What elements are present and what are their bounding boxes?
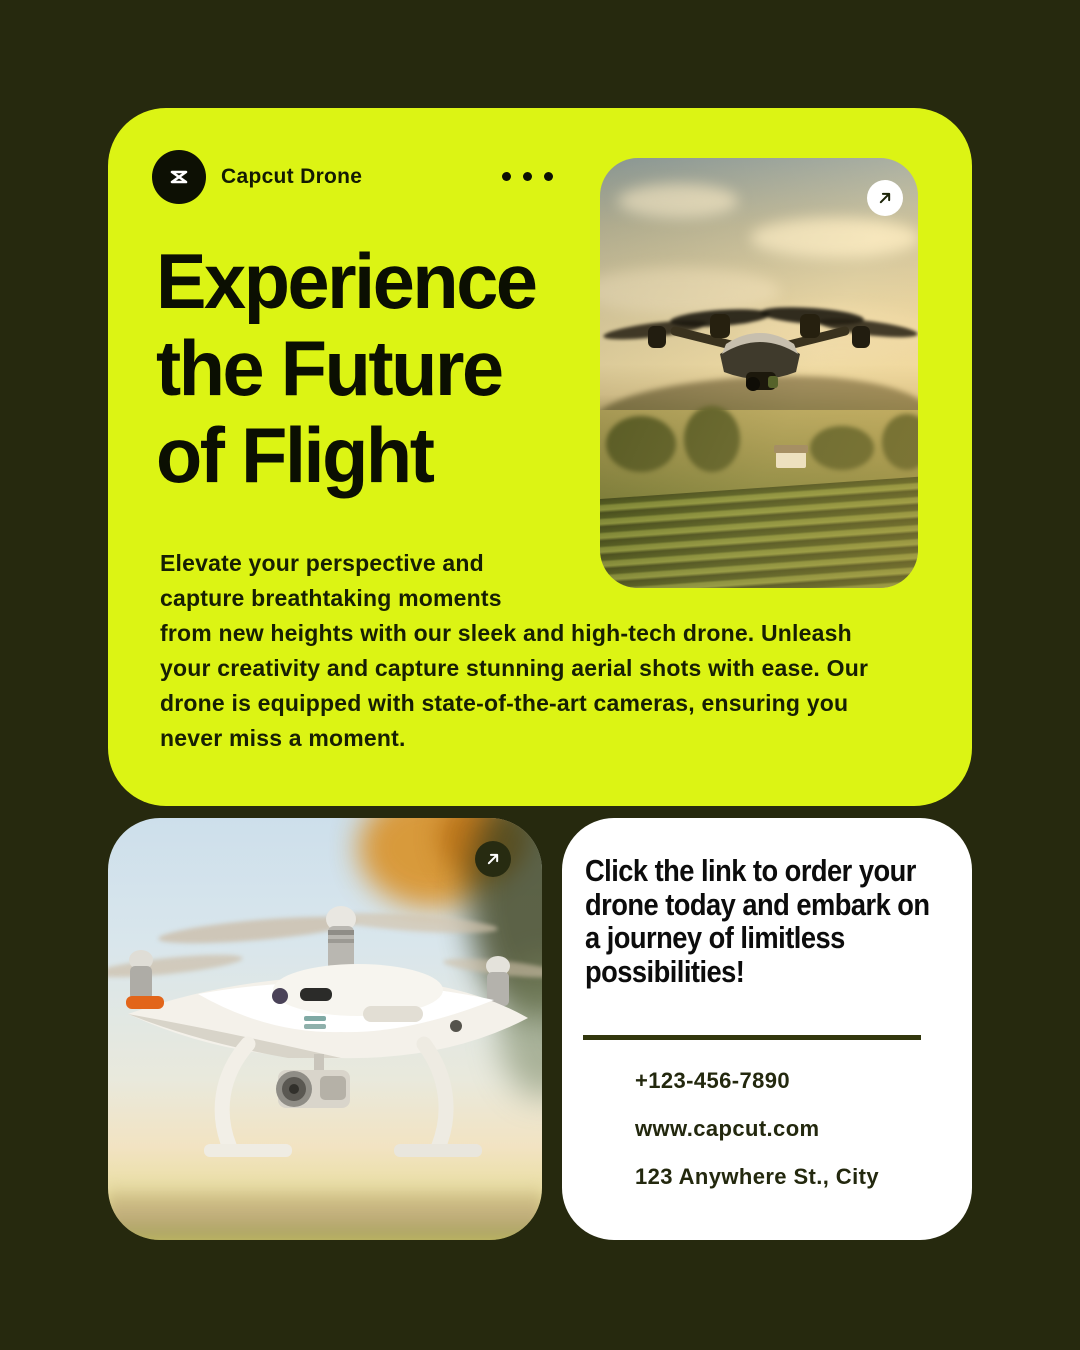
hero-heading-line: of Flight (156, 411, 433, 499)
hero-body-line: drone is equipped with state-of-the-art cameras, ensuring you (160, 690, 849, 716)
cta-card (562, 818, 972, 1240)
hero-photo-drone-over-vineyard (600, 158, 918, 588)
ellipsis-icon[interactable] (502, 172, 553, 181)
dot (502, 172, 511, 181)
dot (544, 172, 553, 181)
white-drone-illustration (108, 818, 542, 1240)
contact-website[interactable]: www.capcut.com (635, 1116, 820, 1141)
hero-panel (108, 108, 972, 806)
capcut-logo-icon (152, 150, 206, 204)
cta-heading-line: drone today and embark on (585, 886, 930, 922)
brand-name: Capcut Drone (221, 165, 363, 188)
cta-heading-line: Click the link to order your (585, 853, 916, 888)
cta-heading (585, 854, 930, 988)
dot (523, 172, 532, 181)
hero-heading-line: Experience (156, 237, 536, 325)
cta-heading-line: a journey of limitless (585, 920, 845, 955)
cta-heading-line: possibilities! (585, 953, 745, 989)
contact-info (635, 1068, 879, 1190)
hero-heading-line: the Future (156, 324, 502, 412)
hero-body-line: Elevate your perspective and (160, 550, 484, 576)
divider (583, 1035, 921, 1040)
dark-drone-illustration (600, 158, 918, 588)
arrow-up-right-icon[interactable] (867, 180, 903, 216)
gallery-photo-white-drone (108, 818, 542, 1240)
hero-body-line: capture breathtaking moments (160, 585, 502, 611)
brand (152, 150, 362, 204)
contact-phone: +123-456-7890 (635, 1068, 791, 1093)
arrow-up-right-icon[interactable] (475, 841, 511, 877)
hero-body-line: from new heights with our sleek and high-tech drone. Unleash (160, 620, 852, 646)
hero-body-line: your creativity and capture stunning aerial shots with ease. Our (160, 655, 869, 681)
contact-address: 123 Anywhere St., City (635, 1164, 879, 1189)
hero-body-line: never miss a moment. (160, 725, 406, 751)
hero-heading (156, 238, 536, 499)
hero-body-text (160, 546, 868, 756)
